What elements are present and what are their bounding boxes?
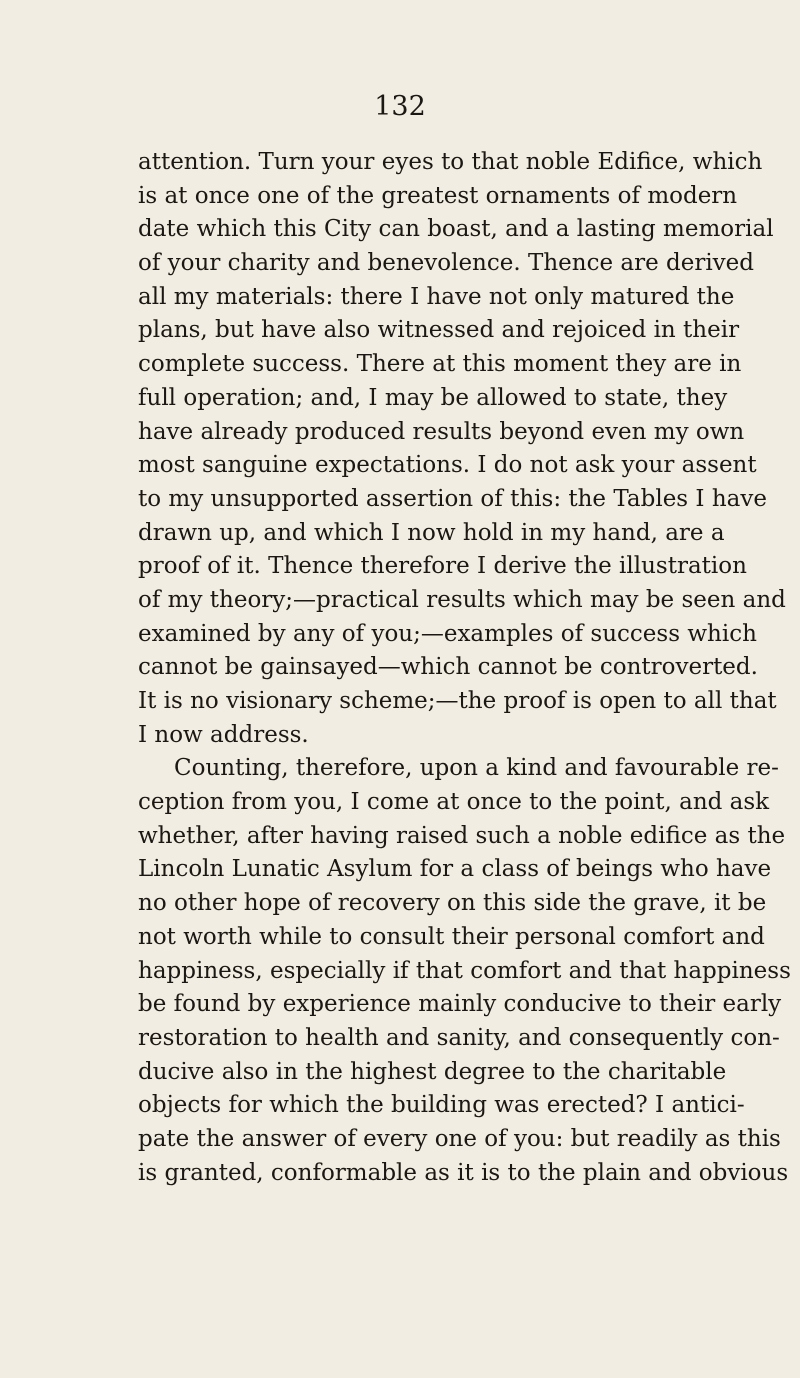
text-line: pate the answer of every one of you: but readily as this [138, 1125, 781, 1152]
text-line: full operation; and, I may be allowed to state, they [138, 384, 728, 411]
body-text [138, 146, 791, 1190]
text-line: cannot be gainsayed—which cannot be controverted. [138, 654, 758, 681]
text-line: to my unsupported assertion of this: the Tables I have [138, 485, 767, 512]
text-line: happiness, especially if that comfort and that happiness [138, 957, 791, 984]
text-line: most sanguine expectations. I do not ask your assent [138, 452, 757, 479]
text-line: date which this City can boast, and a lasting memorial [138, 216, 774, 243]
text-line: have already produced results beyond even my own [138, 418, 745, 445]
text-line: no other hope of recovery on this side the grave, it be [138, 890, 767, 917]
text-line: examined by any of you;—examples of success which [138, 620, 757, 647]
text-line: attention. Turn your eyes to that noble Edifice, which [138, 149, 763, 175]
text-line: Lincoln Lunatic Asylum for a class of beings who have [138, 856, 772, 883]
paragraph-end-line: I now address. [138, 721, 309, 748]
text-line: objects for which the building was erected? I antici- [138, 1092, 745, 1119]
text-line: restoration to health and sanity, and consequently con- [138, 1024, 780, 1051]
text-line: is granted, conformable as it is to the plain and obvious [138, 1159, 789, 1186]
text-line: of my theory;—practical results which may be seen and [138, 586, 786, 613]
text-line: ception from you, I come at once to the point, and ask [138, 789, 770, 816]
text-line: drawn up, and which I now hold in my hand, are a [138, 519, 725, 546]
text-line: complete success. There at this moment they are in [138, 351, 742, 378]
text-line: of your charity and benevolence. Thence are derived [138, 250, 755, 277]
text-line: is at once one of the greatest ornaments of modern [138, 182, 738, 209]
text-line: plans, but have also witnessed and rejoiced in their [138, 317, 740, 344]
text-line: ducive also in the highest degree to the charitable [138, 1058, 727, 1085]
text-line: proof of it. Thence therefore I derive the illustration [138, 553, 747, 580]
text-line: all my materials: there I have not only matured the [138, 283, 735, 310]
text-line: It is no visionary scheme;—the proof is open to all that [138, 688, 777, 714]
text-line: whether, after having raised such a noble edifice as the [138, 822, 786, 849]
paragraph-first-line: Counting, therefore, upon a kind and favourable re- [174, 755, 779, 782]
text-line: not worth while to consult their personal comfort and [138, 923, 765, 950]
page-number: 132 [374, 91, 426, 122]
text-line: be found by experience mainly conducive to their early [138, 991, 782, 1018]
